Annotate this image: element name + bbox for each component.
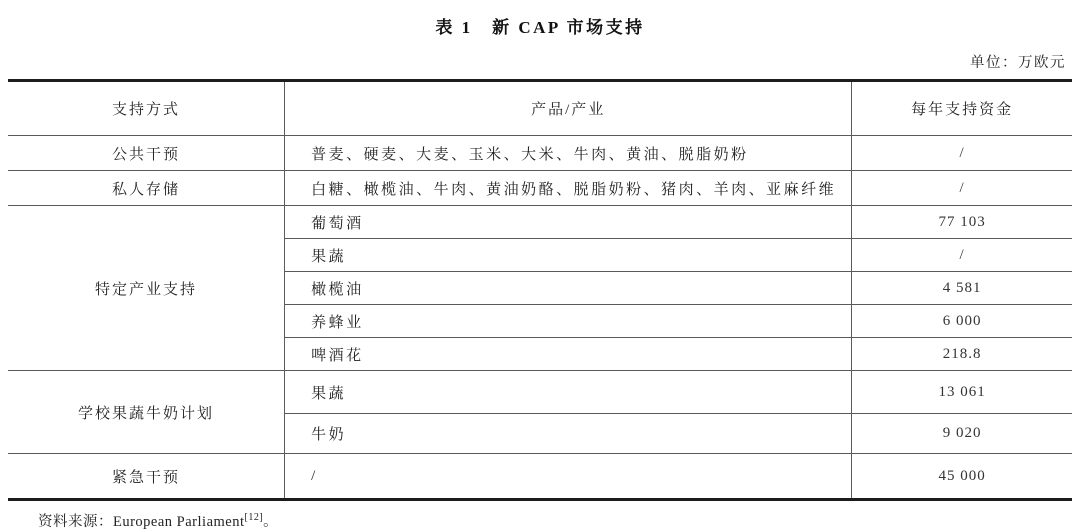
amount-cell: /: [852, 171, 1072, 206]
amount-cell: 13 061: [852, 371, 1072, 414]
table-row: [8, 454, 1072, 500]
method-cell: 私人存储: [8, 171, 285, 206]
product-cell: 葡萄酒: [285, 206, 852, 239]
amount-cell: 9 020: [852, 414, 1072, 454]
product-cell: 啤酒花: [285, 338, 852, 371]
amount-cell: /: [852, 136, 1072, 171]
amount-cell: 6 000: [852, 305, 1072, 338]
method-cell: 学校果蔬牛奶计划: [8, 371, 285, 454]
product-cell: 养蜂业: [285, 305, 852, 338]
product-cell: 橄榄油: [285, 272, 852, 305]
product-cell: 普麦、硬麦、大麦、玉米、大米、牛肉、黄油、脱脂奶粉: [285, 136, 852, 171]
method-cell: 公共干预: [8, 136, 285, 171]
col-header-amount: 每年支持资金: [852, 81, 1072, 136]
source-note: [8, 501, 1072, 531]
product-cell: 果蔬: [285, 239, 852, 272]
amount-cell: 77 103: [852, 206, 1072, 239]
table-row: [8, 206, 1072, 239]
table-row: [8, 171, 1072, 206]
col-header-product: 产品/产业: [285, 81, 852, 136]
col-header-method: 支持方式: [8, 81, 285, 136]
table-row: [8, 136, 1072, 171]
product-cell: 牛奶: [285, 414, 852, 454]
method-cell: 特定产业支持: [8, 206, 285, 371]
table-title: 表 1 新 CAP 市场支持: [435, 18, 645, 37]
source-suffix: 。: [263, 514, 279, 530]
product-cell: 果蔬: [285, 371, 852, 414]
amount-cell: 218.8: [852, 338, 1072, 371]
product-cell: 白糖、橄榄油、牛肉、黄油奶酪、脱脂奶粉、猪肉、羊肉、亚麻纤维: [285, 171, 852, 206]
product-cell: /: [285, 454, 852, 500]
amount-cell: /: [852, 239, 1072, 272]
method-cell: 紧急干预: [8, 454, 285, 500]
source-text: European Parliament: [113, 514, 245, 530]
amount-cell: 4 581: [852, 272, 1072, 305]
unit-label: 单位：万欧元: [970, 55, 1066, 71]
header-row: [8, 81, 1072, 136]
amount-cell: 45 000: [852, 454, 1072, 500]
source-prefix: 资料来源：: [38, 514, 113, 530]
cap-market-support-table: [8, 79, 1072, 501]
table-row: [8, 371, 1072, 414]
source-citation-ref: [12]: [244, 512, 264, 524]
